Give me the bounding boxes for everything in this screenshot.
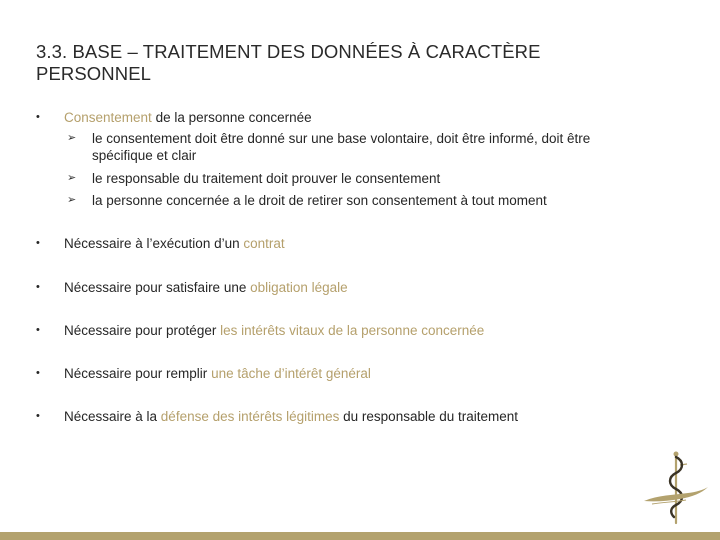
arrow-bullet-icon: ➢: [67, 172, 77, 184]
bullet-text: [64, 235, 664, 252]
bullet-text: [64, 279, 664, 296]
bullet-lead: Nécessaire pour remplir: [64, 366, 212, 381]
bullet-dot: •: [36, 111, 40, 123]
bullet-dot: •: [36, 281, 40, 293]
bullet-lead: Nécessaire pour satisfaire une: [64, 280, 251, 295]
sub-item-text: le consentement doit être donné sur une base volontaire, doit être informé, doit être spécifique et clair: [92, 131, 591, 163]
arrow-bullet-icon: ➢: [67, 132, 77, 144]
bullet-lead: Nécessaire à l’exécution d’un: [64, 236, 244, 251]
bottom-accent-bar: [0, 532, 720, 540]
highlight-consent: Consentement: [64, 110, 152, 125]
bullet-text: [64, 109, 664, 126]
slide-title: 3.3. BASE – TRAITEMENT DES DONNÉES À CARACTÈRE PERSONNEL: [36, 41, 541, 84]
highlight-vital-interests: les intérêts vitaux de la personne concernée: [220, 323, 485, 338]
bullet-text: [64, 408, 664, 425]
bullet-dot: •: [36, 237, 40, 249]
bullet-lead: Nécessaire à la: [64, 409, 161, 424]
bullet-text: [64, 365, 664, 382]
highlight-contract: contrat: [243, 236, 285, 251]
bullet-lead: Nécessaire pour protéger: [64, 323, 221, 338]
bullet-text: [64, 322, 664, 339]
bullet-dot: •: [36, 410, 40, 422]
sub-item-text: la personne concernée a le droit de retirer son consentement à tout moment: [92, 193, 547, 208]
bullet-tail: du responsable du traitement: [339, 409, 519, 424]
highlight-legal-obligation: obligation légale: [250, 280, 348, 295]
bullet-tail: de la personne concernée: [151, 110, 312, 125]
highlight-legitimate-interests: défense des intérêts légitimes: [160, 409, 340, 424]
highlight-public-task: une tâche d’intérêt général: [211, 366, 371, 381]
sub-item-text: le responsable du traitement doit prouver le consentement: [92, 171, 441, 186]
arrow-bullet-icon: ➢: [67, 194, 77, 206]
staff-of-aesculapius-icon: [640, 447, 712, 525]
bullet-dot: •: [36, 324, 40, 336]
bullet-dot: •: [36, 367, 40, 379]
